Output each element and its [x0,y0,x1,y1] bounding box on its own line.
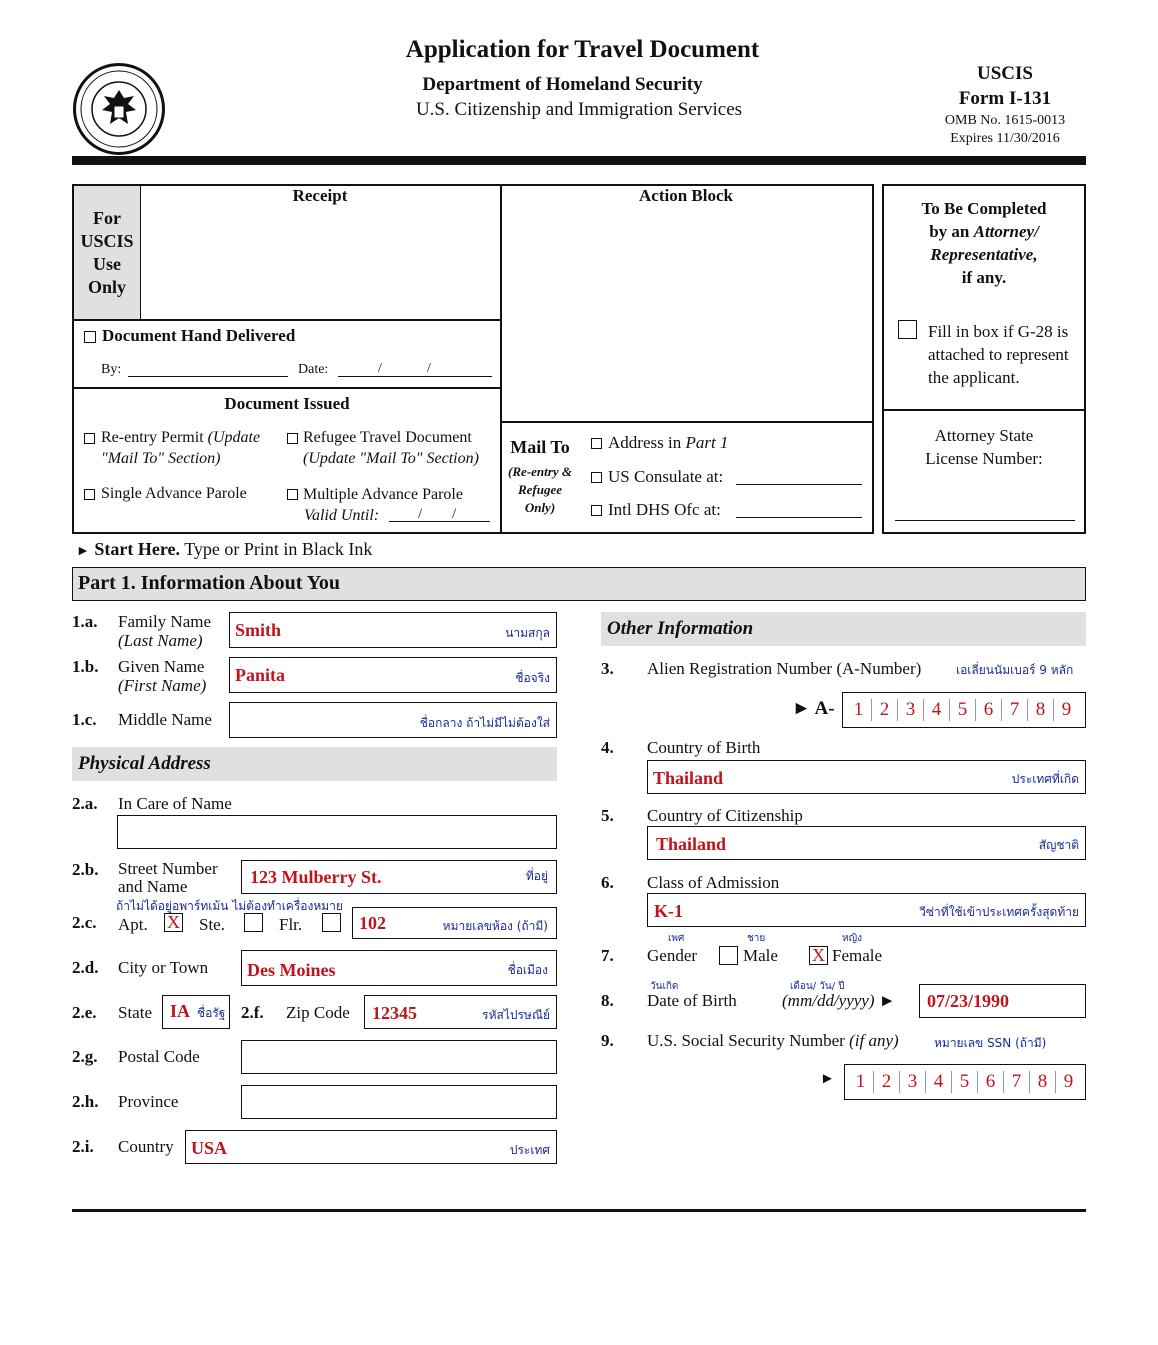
valid-until-field[interactable] [389,507,490,522]
a-number-input[interactable] [842,692,1086,728]
thai-hint: หญิง [842,933,862,944]
postal-label: Postal Code [118,1047,200,1066]
ste-label: Ste. [199,915,225,934]
divider [500,421,872,423]
male-label: Male [743,946,778,965]
a-number-digit: 3 [897,699,923,721]
family-name-sub: (Last Name) [118,631,203,650]
item-number: 2.i. [72,1137,94,1156]
birth-country-input[interactable] [647,760,1086,794]
agency-name: U.S. Citizenship and Immigration Services [415,99,743,120]
slash: / [452,506,457,522]
ssn-digits [848,1071,1081,1093]
item-number: 1.c. [72,710,97,729]
state-label: State [118,1003,152,1022]
city-label: City or Town [118,958,209,977]
family-name-label: Family Name [118,612,212,631]
intl-dhs-field[interactable] [736,503,862,518]
street-input[interactable] [241,860,557,894]
thai-hint: ประเทศ [509,1143,550,1157]
street-value: 123 Mulberry St. [250,867,382,887]
refugee-checkbox[interactable] [287,433,298,444]
a-number-prefix: ► A- [792,698,835,719]
uscis-label: USCIS [977,63,1033,84]
ssn-input[interactable] [844,1064,1086,1100]
ssn-digit: 6 [977,1071,1003,1093]
item-number: 2.h. [72,1092,99,1111]
a-number-label: Alien Registration Number (A-Number) [647,659,922,678]
ssn-arrow: ► [820,1071,835,1087]
divider [74,387,500,389]
citizenship-value: Thailand [656,834,727,854]
license-label: Attorney State License Number: [925,426,1043,468]
for-uscis-text: For [93,208,121,228]
thai-hint: นามสกุล [505,626,550,640]
province-input[interactable] [241,1085,557,1119]
by-field[interactable] [128,362,288,377]
admission-input[interactable] [647,893,1086,927]
birth-country-value: Thailand [653,768,724,788]
valid-until-label: Valid Until: [304,507,380,524]
a-number-digits [846,699,1079,721]
admission-label: Class of Admission [647,873,780,892]
ssn-label: U.S. Social Security Number (if any) [647,1031,899,1050]
intl-dhs-checkbox[interactable] [591,505,602,516]
multiple-parole-checkbox[interactable] [287,489,298,500]
flr-label: Flr. [279,915,303,934]
male-checkbox[interactable] [719,946,738,965]
ste-checkbox[interactable] [244,913,263,932]
date-label: Date: [298,362,329,377]
slash: / [378,361,382,376]
item-number: 7. [601,946,614,965]
birth-country-label: Country of Birth [647,738,761,757]
gender-label: Gender [647,946,698,965]
reentry-note: "Mail To" Section) [101,450,221,467]
other-info-title: Other Information [607,618,754,639]
intl-dhs-label: Intl DHS Ofc at: [608,500,721,519]
dhs-seal-logo [73,63,165,155]
address-part1-checkbox[interactable] [591,438,602,449]
item-number: 2.f. [241,1003,264,1022]
item-number: 1.b. [72,657,99,676]
item-number: 2.d. [72,958,99,977]
state-value: IA [170,1001,191,1021]
given-name-label: Given Name [118,657,205,676]
dob-value: 07/23/1990 [927,991,1010,1011]
care-of-label: In Care of Name [118,794,232,813]
item-number: 8. [601,991,614,1010]
multiple-parole-label: Multiple Advance Parole [303,486,463,503]
for-uscis-text: Use [93,254,121,274]
apt-checkbox[interactable] [164,913,183,932]
item-number: 1.a. [72,612,98,631]
single-parole-checkbox[interactable] [84,489,95,500]
thai-hint: สัญชาติ [1038,838,1079,852]
flr-checkbox[interactable] [322,913,341,932]
omb-number: OMB No. 1615-0013 [944,113,1066,128]
female-label: Female [832,946,883,965]
a-number-digit: 6 [975,699,1001,721]
admission-value: K-1 [654,901,683,921]
dob-label: Date of Birth [647,991,737,1010]
citizenship-input[interactable] [647,826,1086,860]
part1-header [72,567,1086,601]
receipt-heading: Receipt [292,186,348,205]
apt-hint: ถ้าไม่ได้อยู่อพาร์ทเม้น ไม่ต้องทำเครื่องหมาย [116,899,343,913]
a-number-digit: 7 [1001,699,1027,721]
license-number-field[interactable] [895,506,1075,521]
reentry-checkbox[interactable] [84,433,95,444]
a-number-digit: 2 [871,699,897,721]
refugee-label: Refugee Travel Document [303,429,472,446]
a-number-digit: 5 [949,699,975,721]
for-uscis-text: USCIS [80,231,134,251]
ssn-digit: 3 [899,1071,925,1093]
thai-hint: ชื่อรัฐ [197,1006,226,1020]
slash: / [427,361,431,376]
given-name-sub: (First Name) [118,676,207,695]
city-value: Des Moines [247,960,336,980]
physical-address-header [72,747,557,781]
street-label: Street Number and Name [118,859,218,896]
thai-hint: ประเทศที่เกิด [1011,772,1079,786]
item-number: 4. [601,738,614,757]
single-parole-label: Single Advance Parole [101,485,247,502]
apt-number-value: 102 [359,913,386,933]
mail-to-note: (Re-entry & Refugee Only) [508,464,572,515]
for-uscis-text: Only [87,277,126,297]
hand-delivered-checkbox[interactable] [84,331,96,343]
zip-label: Zip Code [286,1003,350,1022]
doc-issued-heading: Document Issued [224,394,350,413]
family-name-value: Smith [235,620,282,640]
thai-hint: วันเกิด [650,981,679,992]
city-input[interactable] [241,950,557,986]
thai-hint: ชื่อเมือง [507,963,548,977]
physical-address-title: Physical Address [78,753,211,774]
family-name-input[interactable] [229,612,557,648]
thai-hint: ชื่อกลาง ถ้าไม่มีไม่ต้องใส่ [419,716,550,730]
item-number: 9. [601,1031,614,1050]
divider [74,319,500,321]
ssn-digit: 9 [1055,1071,1081,1093]
dob-format: (mm/dd/yyyy) ► [782,991,896,1010]
given-name-input[interactable] [229,657,557,693]
zip-value: 12345 [372,1003,417,1023]
ssn-digit: 2 [873,1071,899,1093]
care-of-input[interactable] [117,815,557,849]
apt-check-mark: X [167,912,180,932]
ssn-digit: 7 [1003,1071,1029,1093]
middle-name-input[interactable] [229,702,557,738]
footer-rule [72,1209,1086,1212]
date-field[interactable] [338,362,492,377]
refugee-note: (Update "Mail To" Section) [303,450,479,467]
item-number: 2.g. [72,1047,98,1066]
a-number-digit: 9 [1053,699,1079,721]
female-checkbox[interactable] [809,946,828,965]
address-part1-label: Address in Part 1 [608,433,729,452]
uscis-use-panel [74,186,141,319]
state-input[interactable] [162,995,230,1029]
attorney-heading: To Be Completed by an Attorney/ Representative, if any. [921,199,1047,287]
citizenship-label: Country of Citizenship [647,806,803,825]
item-number: 2.a. [72,794,98,813]
mail-to-label: Mail To [510,437,570,457]
thai-hint: หมายเลขห้อง (ถ้ามี) [442,919,548,933]
a-number-digit: 1 [853,699,864,720]
item-number: 5. [601,806,614,825]
item-number: 2.c. [72,913,97,932]
start-here-text: ► Start Here. Type or Print in Black Ink [76,539,373,559]
us-consulate-label: US Consulate at: [608,467,724,486]
apt-label: Apt. [118,915,148,934]
reentry-label: Re-entry Permit (Update [101,429,261,446]
expiration-date: Expires 11/30/2016 [950,131,1060,146]
thai-hint: เดือน/ วัน/ ปี [790,981,845,992]
dob-input[interactable] [919,984,1086,1018]
thai-hint: ชาย [747,933,766,944]
g28-checkbox[interactable] [898,320,917,339]
item-number: 2.e. [72,1003,97,1022]
country-label: Country [118,1137,174,1156]
thai-hint: หมายเลข SSN (ถ้ามี) [934,1036,1047,1050]
other-info-header [601,612,1086,646]
slash: / [418,506,423,522]
item-number: 6. [601,873,614,892]
part1-title: Part 1. Information About You [78,572,341,594]
header-rule [72,156,1086,165]
us-consulate-checkbox[interactable] [591,472,602,483]
form-title: Application for Travel Document [405,36,760,63]
country-value: USA [191,1138,228,1158]
postal-input[interactable] [241,1040,557,1074]
country-input[interactable] [185,1130,557,1164]
zip-input[interactable] [364,995,557,1029]
item-number: 3. [601,659,614,678]
apt-number-input[interactable] [352,907,557,939]
thai-hint: รหัสไปรษณีย์ [482,1008,550,1022]
given-name-value: Panita [235,665,286,685]
divider [884,409,1084,411]
ssn-digit: 4 [925,1071,951,1093]
action-block-heading: Action Block [639,186,733,205]
ssn-digit: 1 [855,1071,866,1092]
a-number-digit: 4 [923,699,949,721]
thai-hint: วีซ่าที่ใช้เข้าประเทศครั้งสุดท้าย [919,905,1079,919]
female-check-mark: X [812,945,825,965]
thai-hint: เพศ [668,933,685,944]
thai-hint: ชื่อจริง [515,671,550,685]
form-number: Form I-131 [958,88,1052,109]
thai-hint: เอเลี่ยนนัมเบอร์ 9 หลัก [956,663,1074,677]
dept-name: Department of Homeland Security [422,74,703,95]
us-consulate-field[interactable] [736,470,862,485]
eagle-seal-icon [76,66,162,152]
a-number-digit: 8 [1027,699,1053,721]
province-label: Province [118,1092,179,1111]
g28-label: Fill in box if G-28 is attached to represent the applicant. [928,322,1069,387]
by-label: By: [101,362,122,377]
ssn-digit: 8 [1029,1071,1055,1093]
ssn-digit: 5 [951,1071,977,1093]
thai-hint: ที่อยู่ [525,869,548,883]
hand-delivered-label: Document Hand Delivered [102,326,296,345]
item-number: 2.b. [72,860,99,879]
middle-name-label: Middle Name [118,710,212,729]
